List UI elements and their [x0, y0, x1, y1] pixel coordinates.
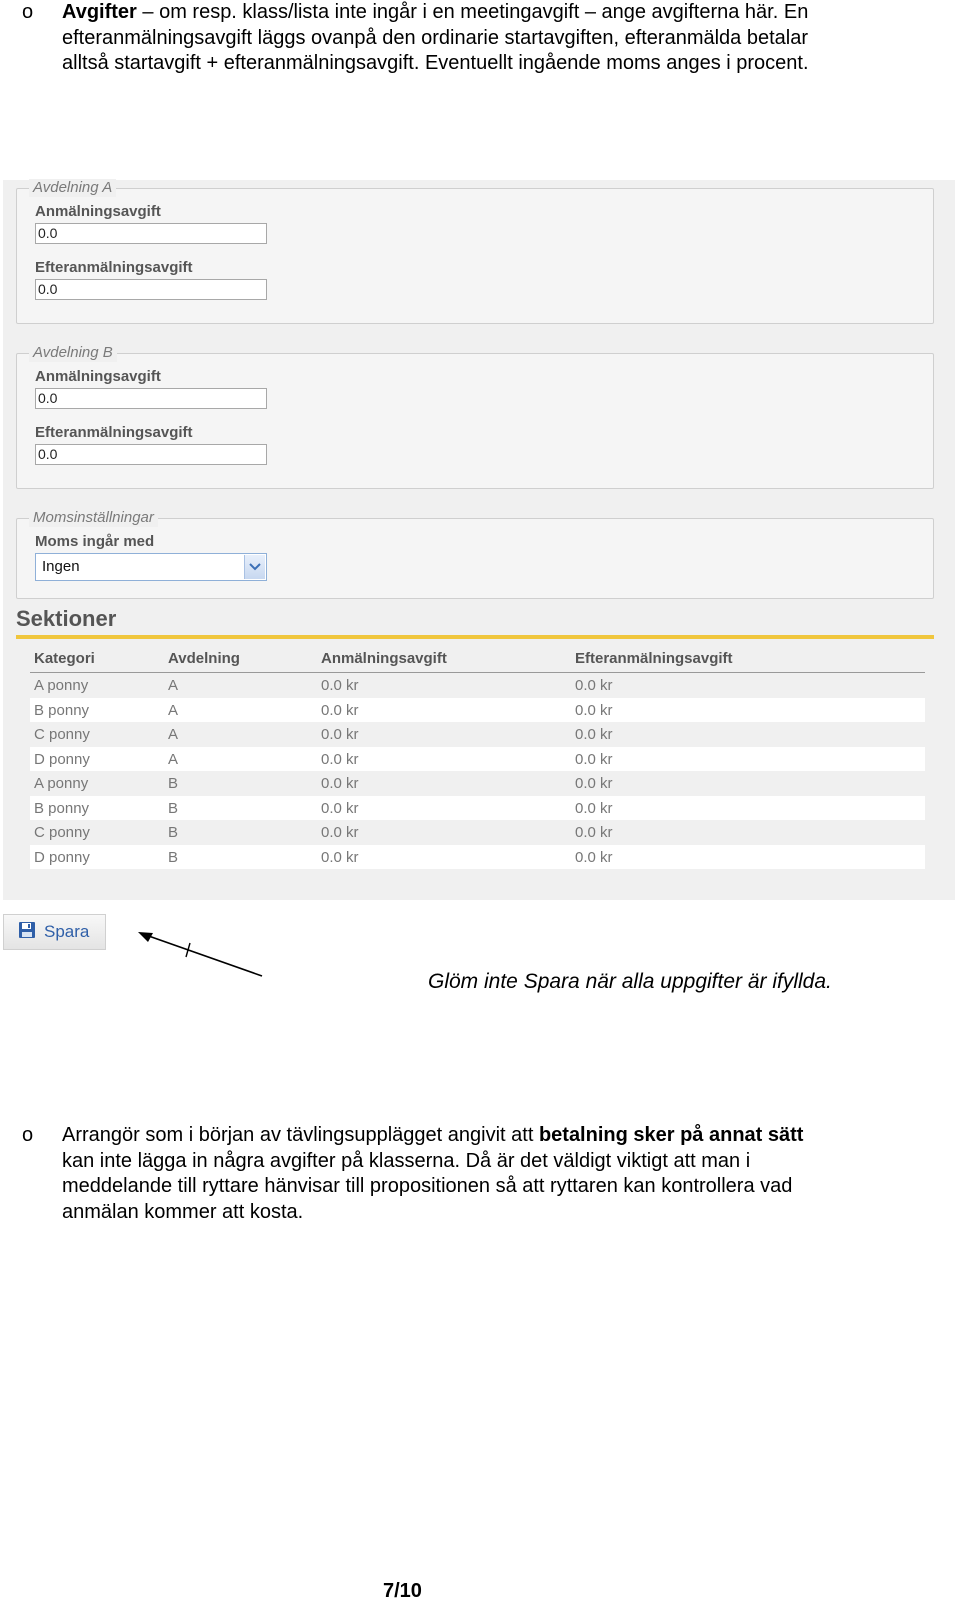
cell-efteranmalningsavgift: 0.0 kr: [575, 677, 613, 694]
table-row[interactable]: [30, 820, 925, 845]
cell-anmalningsavgift: 0.0 kr: [321, 799, 359, 817]
table-row[interactable]: [30, 845, 925, 870]
cell-anmalningsavgift: 0.0 kr: [321, 824, 359, 841]
cell-kategori: C ponny: [34, 824, 90, 841]
legend-avdelning-a: Avdelning A: [29, 179, 116, 197]
table-row[interactable]: [30, 722, 925, 747]
second-line-2: kan inte lägga in några avgifter på klasserna. Då är det väldigt viktigt att man i: [62, 1149, 751, 1172]
fieldset-avdelning-a: [16, 179, 934, 324]
table-row[interactable]: [30, 796, 925, 821]
label-efteranmalningsavgift-b: Efteranmälningsavgift: [35, 424, 193, 441]
cell-kategori: D ponny: [34, 750, 90, 768]
input-efteranmalningsavgift-a[interactable]: 0.0: [35, 279, 267, 300]
chevron-down-icon[interactable]: [244, 555, 265, 579]
floppy-disk-icon: [18, 921, 36, 944]
cell-avdelning: A: [168, 750, 179, 768]
intro-title: Avgifter: [62, 1, 137, 23]
second-line-3: meddelande till ryttare hänvisar till propositionen så att ryttaren kan kontrollera vad: [62, 1175, 793, 1197]
label-efteranmalningsavgift-a: Efteranmälningsavgift: [35, 259, 193, 276]
intro-line-3: alltså startavgift + efteranmälningsavgift. Eventuellt ingående moms anges i procent.: [62, 52, 809, 74]
page-number: 7/10: [383, 1580, 422, 1602]
cell-anmalningsavgift: 0.0 kr: [321, 726, 359, 743]
label-moms: Moms ingår med: [35, 533, 155, 550]
second-line-1-bold: betalning sker på annat sätt: [538, 1124, 804, 1146]
second-paragraph: [62, 1123, 912, 1225]
cell-avdelning: B: [168, 848, 179, 866]
cell-efteranmalningsavgift: 0.0 kr: [575, 726, 613, 743]
input-anmalningsavgift-a[interactable]: 0.0: [35, 223, 267, 244]
cell-anmalningsavgift: 0.0 kr: [321, 750, 359, 768]
cell-anmalningsavgift: 0.0 kr: [321, 701, 359, 719]
col-header-kategori[interactable]: Kategori: [34, 650, 95, 667]
cell-anmalningsavgift: 0.0 kr: [321, 775, 359, 792]
arrow-annotation: [135, 930, 265, 980]
cell-efteranmalningsavgift: 0.0 kr: [575, 848, 613, 866]
list-bullet: o: [22, 1, 34, 23]
cell-kategori: A ponny: [34, 775, 89, 792]
cell-avdelning: A: [168, 677, 179, 694]
sektioner-title: Sektioner: [16, 606, 117, 631]
cell-efteranmalningsavgift: 0.0 kr: [575, 701, 613, 719]
second-line-4: anmälan kommer att kosta.: [62, 1200, 304, 1223]
cell-anmalningsavgift: 0.0 kr: [321, 848, 359, 866]
table-row[interactable]: [30, 673, 925, 698]
save-button[interactable]: [3, 914, 106, 950]
cell-avdelning: B: [168, 824, 179, 841]
legend-avdelning-b: Avdelning B: [29, 344, 117, 362]
sektioner-table: [30, 646, 925, 869]
input-efteranmalningsavgift-b[interactable]: 0.0: [35, 444, 267, 465]
intro-line-2: efteranmälningsavgift läggs ovanpå den ordinarie startavgiften, efteranmälda betalar: [62, 26, 809, 49]
cell-anmalningsavgift: 0.0 kr: [321, 677, 359, 694]
cell-efteranmalningsavgift: 0.0 kr: [575, 750, 613, 768]
cell-efteranmalningsavgift: 0.0 kr: [575, 775, 613, 792]
fieldset-moms: [16, 509, 934, 599]
label-anmalningsavgift-b: Anmälningsavgift: [35, 368, 161, 385]
moms-select[interactable]: [35, 553, 267, 581]
label-anmalningsavgift-a: Anmälningsavgift: [35, 203, 161, 220]
list-bullet: o: [22, 1124, 34, 1146]
save-button-label: Spara: [44, 922, 90, 941]
cell-efteranmalningsavgift: 0.0 kr: [575, 824, 613, 841]
intro-line-1: – om resp. klass/lista inte ingår i en meetingavgift – ange avgifterna här. En: [136, 1, 809, 23]
intro-paragraph: [62, 0, 912, 77]
cell-kategori: A ponny: [34, 677, 89, 694]
fees-form-screenshot: [3, 180, 955, 900]
table-header: [30, 646, 925, 673]
cell-kategori: D ponny: [34, 848, 90, 866]
moms-selected-value: Ingen: [42, 558, 80, 575]
cell-efteranmalningsavgift: 0.0 kr: [575, 799, 613, 817]
col-header-efteranmalningsavgift[interactable]: Efteranmälningsavgift: [575, 650, 733, 667]
cell-kategori: B ponny: [34, 701, 90, 719]
cell-avdelning: B: [168, 775, 179, 792]
col-header-anmalningsavgift[interactable]: Anmälningsavgift: [321, 650, 447, 667]
cell-avdelning: A: [168, 726, 179, 743]
input-anmalningsavgift-b[interactable]: 0.0: [35, 388, 267, 409]
second-line-1: Arrangör som i början av tävlingsupplägget angivit att: [62, 1124, 539, 1146]
table-row[interactable]: [30, 747, 925, 772]
cell-kategori: B ponny: [34, 799, 90, 817]
cell-avdelning: A: [168, 701, 179, 719]
table-row[interactable]: [30, 771, 925, 796]
col-header-avdelning[interactable]: Avdelning: [168, 650, 240, 667]
save-reminder-note: Glöm inte Spara när alla uppgifter är ifyllda.: [428, 970, 832, 993]
cell-avdelning: B: [168, 799, 179, 817]
cell-kategori: C ponny: [34, 726, 90, 743]
legend-momsinstallningar: Momsinställningar: [29, 509, 158, 527]
table-row[interactable]: [30, 698, 925, 723]
sektioner-divider: [16, 635, 934, 639]
fieldset-avdelning-b: [16, 344, 934, 489]
